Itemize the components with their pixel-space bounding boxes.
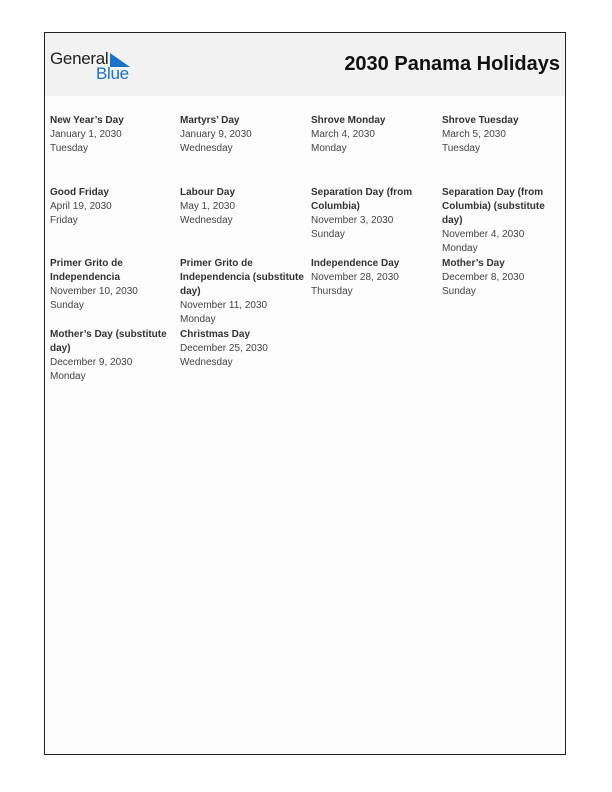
- holiday-date: December 8, 2030: [442, 272, 525, 283]
- holiday-name: Good Friday: [50, 187, 109, 198]
- holiday-weekday: Wednesday: [180, 357, 233, 368]
- holiday-date: March 4, 2030: [311, 129, 375, 140]
- holiday-name: Independence Day: [311, 258, 400, 269]
- holiday-weekday: Sunday: [50, 300, 84, 311]
- holiday-date: May 1, 2030: [180, 201, 236, 212]
- holiday-weekday: Wednesday: [180, 143, 233, 154]
- holiday-weekday: Monday: [180, 314, 216, 325]
- holiday-entry: [180, 114, 305, 156]
- holiday-weekday: Friday: [50, 215, 78, 226]
- holiday-name: Martyrs’ Day: [180, 115, 240, 126]
- holiday-entry: [311, 114, 436, 156]
- holiday-date: December 25, 2030: [180, 343, 268, 354]
- holiday-date: November 11, 2030: [180, 300, 268, 311]
- holiday-name: Shrove Monday: [311, 115, 386, 126]
- holiday-weekday: Thursday: [311, 286, 353, 297]
- page-frame: [44, 32, 566, 755]
- holiday-entry: [442, 257, 567, 299]
- holiday-weekday: Monday: [442, 243, 478, 254]
- holiday-date: December 9, 2030: [50, 357, 133, 368]
- header-band: [45, 33, 565, 96]
- holiday-entry: [442, 114, 567, 156]
- holiday-name: Shrove Tuesday: [442, 115, 519, 126]
- holiday-date: March 5, 2030: [442, 129, 506, 140]
- holiday-entry: [442, 186, 567, 256]
- holiday-weekday: Monday: [50, 371, 86, 382]
- holiday-weekday: Tuesday: [442, 143, 480, 154]
- generalblue-logo: [50, 49, 140, 83]
- holiday-name: Separation Day (from Columbia) (substitute day): [442, 187, 545, 226]
- holiday-weekday: Sunday: [311, 229, 345, 240]
- page-title: 2030 Panama Holidays: [344, 53, 560, 75]
- logo-text-blue: Blue: [96, 64, 129, 83]
- holiday-entry: [180, 328, 305, 370]
- holiday-date: November 28, 2030: [311, 272, 399, 283]
- holiday-entry: [180, 186, 305, 228]
- holiday-date: January 9, 2030: [180, 129, 252, 140]
- holiday-name: Primer Grito de Independencia: [50, 258, 123, 283]
- holiday-date: January 1, 2030: [50, 129, 122, 140]
- holiday-name: Separation Day (from Columbia): [311, 187, 413, 212]
- holiday-name: Labour Day: [180, 187, 236, 198]
- holiday-entry: [180, 257, 305, 327]
- holiday-weekday: Monday: [311, 143, 347, 154]
- holiday-date: November 10, 2030: [50, 286, 138, 297]
- holiday-name: New Year’s Day: [50, 115, 124, 126]
- holiday-date: November 3, 2030: [311, 215, 394, 226]
- holiday-entry: [311, 257, 436, 299]
- holiday-name: Mother’s Day (substitute day): [50, 329, 167, 354]
- logo-text-general: General: [50, 49, 109, 68]
- holiday-weekday: Sunday: [442, 286, 476, 297]
- holiday-weekday: Tuesday: [50, 143, 88, 154]
- holiday-date: November 4, 2030: [442, 229, 525, 240]
- holiday-entry: [50, 114, 175, 156]
- holiday-name: Mother’s Day: [442, 258, 505, 269]
- holiday-entry: [50, 186, 175, 228]
- holiday-entry: [50, 328, 175, 384]
- holiday-name: Primer Grito de Independencia (substitute day): [180, 258, 304, 297]
- holiday-entry: [311, 186, 436, 242]
- holiday-name: Christmas Day: [180, 329, 251, 340]
- holiday-entry: [50, 257, 175, 313]
- holiday-date: April 19, 2030: [50, 201, 112, 212]
- holiday-weekday: Wednesday: [180, 215, 233, 226]
